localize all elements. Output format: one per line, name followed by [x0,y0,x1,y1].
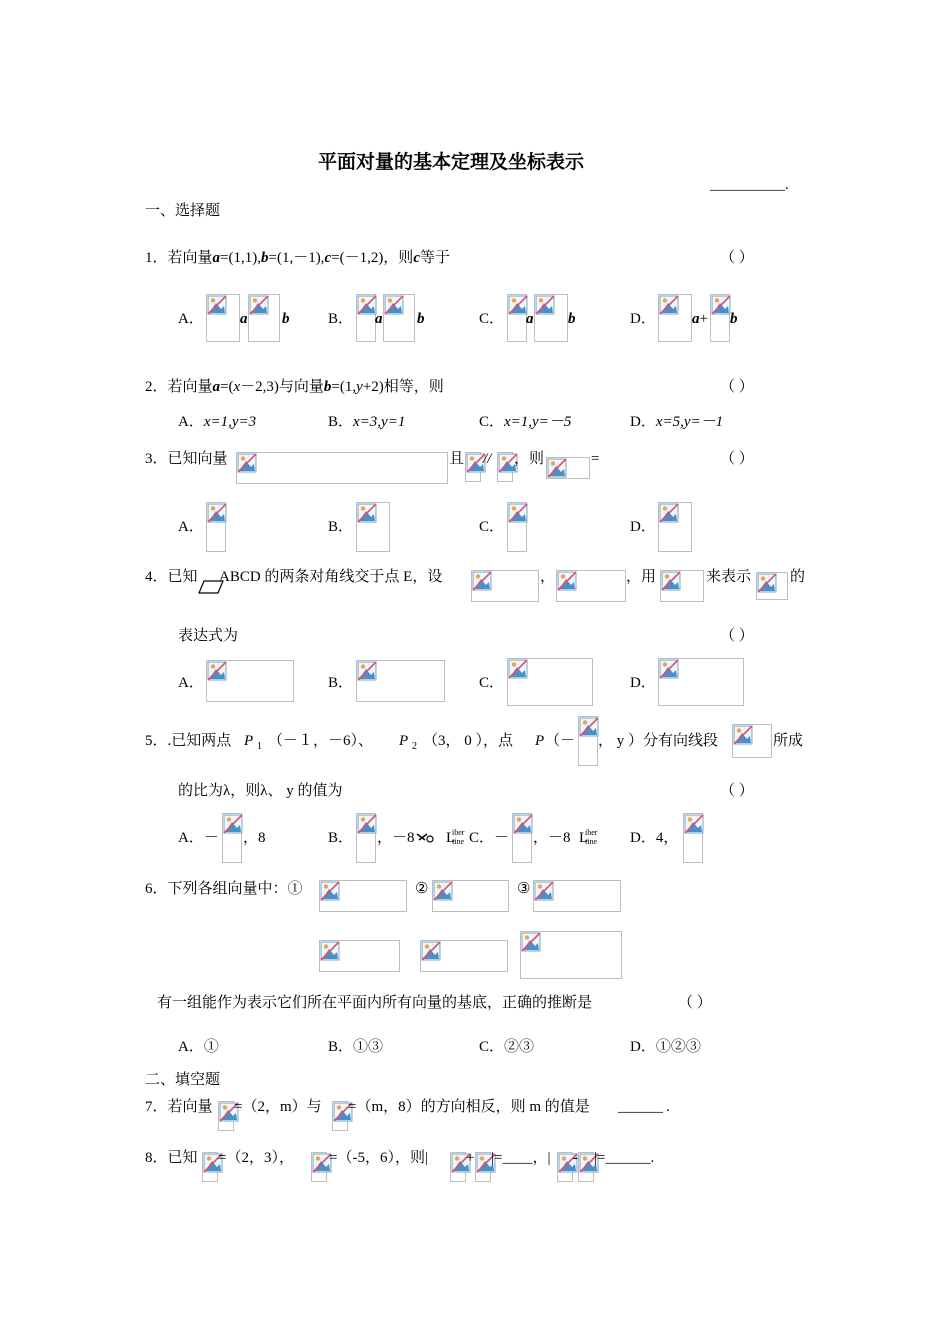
q5-sup1: iber [452,828,465,837]
formula-image-q8-b [311,1152,327,1182]
q1-option-d-plus: + [699,311,708,327]
formula-image-q3-vectors [236,452,448,484]
q6-option-d: D．①②③ [630,1039,701,1055]
formula-image-q6-3a [533,880,621,912]
q2-option-a [178,413,256,431]
q4-of: 的 [790,569,806,585]
formula-image-q4-d [658,658,744,706]
q2-option-a-text: x=1,y=3 [203,414,257,430]
formula-image-q7-a [218,1101,234,1131]
q5-option-b-label: B． [328,830,354,846]
q7-dot: . [666,1099,670,1115]
broken-image-icon [579,717,599,737]
q5-p2-sub: 2 [412,741,417,752]
q1-tail: 等于 [419,250,450,266]
formula-image-q1-b2 [383,294,415,342]
q5-p1-sub: 1 [257,741,262,752]
q2-line [145,378,444,396]
formula-image-q6-2a [432,880,509,912]
broken-image-icon [320,881,340,901]
broken-image-icon [237,453,257,473]
q5-option-c-value: ，－8 [533,830,571,846]
q2-option-d [630,413,723,431]
broken-image-icon [472,571,492,591]
q2-number: 2． [145,379,168,395]
formula-image-q1-a1 [206,294,240,342]
broken-image-icon [659,659,679,679]
q4-line [145,568,198,586]
q1-a-value: =(1,1), [220,250,261,266]
formula-image-q8-b3 [578,1152,594,1182]
q7-eq2: =（m，8）的方向相反，则 m 的值是 [348,1099,590,1115]
q1-option-a-b: b [282,311,290,327]
q2-option-d-label: D． [630,414,656,430]
q8-eq2: =（-5，6），则| [329,1150,428,1166]
q2-part4: +2)相等，则 [362,379,444,395]
q1-c: c [324,250,332,266]
broken-image-icon [659,295,679,315]
broken-image-icon [421,941,441,961]
formula-image-q1-c2 [534,294,568,342]
q3-prefix: 已知向量 [167,451,228,467]
q5-p: P [535,733,545,749]
q3-option-a-label: A． [178,519,204,535]
q5-line [145,732,231,750]
q6-option-a: A．① [178,1039,219,1055]
broken-image-icon [357,295,377,315]
q7-number: 7． [145,1099,168,1115]
q6-prefix: 下列各组向量中：① [167,881,303,897]
formula-image-q8-b2 [475,1152,491,1182]
q5-l2: L [579,830,589,846]
broken-image-icon [357,661,377,681]
q2-part1: =( [220,379,234,395]
q5-option-d-label: D．4， [630,830,679,846]
formula-image-q3-v1 [465,452,481,482]
q1-option-c-label: C． [479,311,505,327]
formula-image-q8-a2 [450,1152,466,1182]
formula-image-q4-a [206,660,294,702]
q5-l1: L [446,830,456,846]
q2-answer-paren: （ ） [720,379,754,395]
q2-part2: －2,3)与向量 [240,379,324,395]
broken-image-icon [534,881,554,901]
q2-option-d-text: x=5,y=－1 [655,414,724,430]
q4-answer-paren: （ ） [720,628,754,644]
q2-y: y [356,379,363,395]
formula-image-q1-d1 [658,294,692,342]
q2-prefix: 若向量 [167,379,213,395]
q6-line [145,880,303,898]
broken-image-icon [508,295,528,315]
q1-c2: c [413,250,420,266]
q5-y-part: ， y ）分有向线段 [598,733,719,749]
q5-p1: P [244,733,254,749]
q3-then: ，则 [514,451,545,467]
formula-image-q4-ab [471,570,539,602]
formula-image-q6-3b [520,931,622,979]
q3-parallel: // [483,451,492,467]
q3-answer-paren: （ ） [720,451,754,467]
formula-image-q6-1b [319,940,400,972]
q8-plus: + [466,1150,475,1166]
q6-two: ② [415,881,429,897]
q3-number: 3． [145,451,168,467]
q5-sub1: tine [452,837,464,846]
broken-image-icon [223,814,243,834]
formula-image-q6-2b [420,940,508,972]
q8-end1[interactable]: |=____，| [491,1150,551,1166]
q5-line2: 的比为λ，则λ、 y 的值为 [178,783,343,799]
formula-image-q4-c [507,658,593,706]
q5-text1: .已知两点 [167,733,232,749]
glyph-artifact-icon [415,830,435,844]
q4-comma: ， [540,569,556,585]
q2-option-b-text: x=3,y=1 [353,414,406,430]
q6-three: ③ [517,881,531,897]
q4-line2: 表达式为 [178,628,239,644]
formula-image-q4-ab-ad [660,570,704,602]
q4-option-d-label: D． [630,675,656,691]
q5-ratio: 所成 [773,733,804,749]
q6-answer-paren: （ ） [678,995,712,1011]
q3-line [145,450,228,468]
broken-image-icon [207,295,227,315]
broken-image-icon [320,941,340,961]
q1-c-value: =(－1,2)，则 [331,250,414,266]
formula-image-q1-c1 [507,294,527,342]
q2-option-a-label: A． [178,414,204,430]
broken-image-icon [513,814,533,834]
broken-image-icon [508,503,528,523]
q3-option-c-label: C． [479,519,505,535]
q2-x: x [233,379,241,395]
q5-option-c-label: C．－ [469,830,510,846]
formula-image-q5-a [222,813,242,863]
q1-option-b-a: a [375,311,383,327]
formula-image-q5-segment [732,724,772,758]
broken-image-icon [711,295,731,315]
formula-image-q7-b [332,1101,348,1131]
q2-b: b [323,379,332,395]
q3-eq: = [591,451,600,467]
q4-represent: 来表示 [706,569,752,585]
q4-use: ，用 [626,569,657,585]
q4-number: 4． [145,569,168,585]
q8-number: 8． [145,1150,168,1166]
formula-image-q4-target [756,572,788,600]
q8-end2[interactable]: |=______. [594,1150,655,1166]
q1-option-d-text [692,310,708,328]
formula-image-q5-x [578,716,598,766]
q1-option-d-label: D． [630,311,656,327]
formula-image-q4-ad [556,570,626,602]
broken-image-icon [207,503,227,523]
q7-prefix: 若向量 [167,1099,213,1115]
section-fill-heading: 二、填空题 [145,1072,221,1088]
q5-open: （－ [545,733,576,749]
q2-part3: =(1, [331,379,357,395]
q1-option-a-label: A． [178,311,204,327]
formula-image-q6-1a [319,880,407,912]
q1-option-d-a: a [692,311,700,327]
q6-option-b: B．①③ [328,1039,384,1055]
formula-image-q1-b1 [356,294,376,342]
q1-option-b-b: b [417,311,425,327]
q7-answer-blank[interactable]: ______ [618,1099,663,1115]
q1-b: b [260,250,269,266]
formula-image-q3-b [356,502,390,552]
q5-coords1: （－１，－6）、 [268,733,374,749]
q5-option-a-label: A．－ [178,830,219,846]
q4-option-c-label: C． [479,675,505,691]
q5-sub2: tine [585,837,597,846]
broken-image-icon [557,571,577,591]
broken-image-icon [207,661,227,681]
q4-text1: ABCD 的两条对角线交于点 E，设 [219,569,443,585]
formula-image-q8-a [202,1152,218,1182]
formula-image-q5-d [683,813,703,863]
q1-option-b-label: B． [328,311,354,327]
q1-answer-paren: （ ） [720,250,754,266]
q2-option-c [479,413,571,431]
q6-line3: 有一组能作为表示它们所在平面内所有向量的基底，正确的推断是 [157,995,593,1011]
q3-and: 且 [449,451,465,467]
broken-image-icon [357,503,377,523]
formula-image-q3-d [658,502,692,552]
formula-image-q8-a3 [557,1152,573,1182]
broken-image-icon [733,725,753,745]
formula-image-q3-c [507,502,527,552]
q5-p2: P [399,733,409,749]
q2-option-b [328,413,405,431]
q1-b-value: =(1,－1), [268,250,325,266]
q8-minus: - [573,1150,578,1166]
formula-image-q5-c [512,813,532,863]
section-choice-heading: 一、选择题 [145,203,221,219]
q1-option-a-a: a [240,311,248,327]
q1-a: a [212,250,221,266]
q1-line [145,249,450,267]
broken-image-icon [384,295,404,315]
formula-image-q3-a [206,502,226,552]
broken-image-icon [661,571,681,591]
broken-image-icon [547,458,567,478]
q1-option-c-a: a [526,311,534,327]
q3-option-b-label: B． [328,519,354,535]
q6-number: 6． [145,881,168,897]
q2-a: a [212,379,221,395]
formula-image-q3-v2 [497,452,513,482]
q2-option-c-text: x=1,y=－5 [504,414,572,430]
broken-image-icon [757,573,777,593]
broken-image-icon [521,932,541,952]
q4-prefix: 已知 [167,569,198,585]
broken-image-icon [535,295,555,315]
name-blank: __________. [710,177,789,193]
q4-option-a-label: A． [178,675,204,691]
q5-answer-paren: （ ） [720,783,754,799]
q5-sup2: iber [585,828,598,837]
q5-option-b-value: ，－8 [377,830,415,846]
formula-image-q3-result [546,457,590,479]
q5-coords2: （3， 0 ），点 [423,733,514,749]
q8-eq1: =（2，3）， [218,1150,294,1166]
q6-option-c: C．②③ [479,1039,535,1055]
q1-prefix: 若向量 [167,250,213,266]
broken-image-icon [357,814,377,834]
q8-prefix: 已知 [167,1150,198,1166]
q7-line [145,1098,213,1116]
q8-line [145,1149,198,1167]
q4-option-b-label: B． [328,675,354,691]
q1-option-c-b: b [568,311,576,327]
broken-image-icon [508,659,528,679]
q5-option-a-value: ，8 [243,830,266,846]
q7-eq1: =（2，m）与 [234,1099,322,1115]
broken-image-icon [659,503,679,523]
q1-option-d-b: b [730,311,738,327]
q2-option-b-label: B． [328,414,354,430]
broken-image-icon [684,814,704,834]
formula-image-q1-a2 [248,294,280,342]
formula-image-q4-b [356,660,445,702]
q1-number: 1． [145,250,168,266]
broken-image-icon [249,295,269,315]
formula-image-q1-d2 [710,294,730,342]
q3-option-d-label: D． [630,519,656,535]
formula-image-q5-b [356,813,376,863]
q2-option-c-label: C． [479,414,505,430]
page-title: 平面对量的基本定理及坐标表示 [318,152,585,173]
broken-image-icon [433,881,453,901]
q5-number: 5． [145,733,168,749]
